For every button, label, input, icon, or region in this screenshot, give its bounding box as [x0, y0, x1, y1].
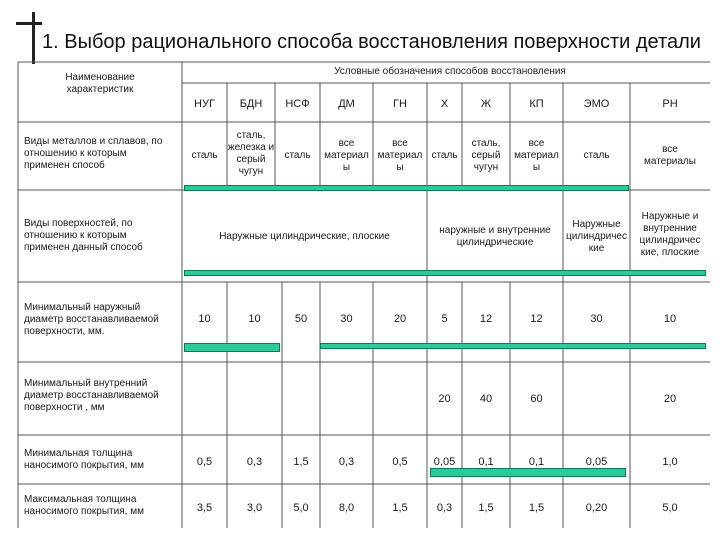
table-cell: все материалы — [644, 144, 696, 167]
table-cell: 60 — [530, 393, 543, 405]
table-cell: 0,5 — [392, 456, 408, 468]
table-cell: 5 — [441, 313, 448, 325]
method-header: ЭМО — [583, 98, 610, 110]
table-cell: 0,3 — [246, 456, 263, 468]
table-cell: все материал ы — [377, 138, 423, 173]
row-label-min-thickness: Минимальная толщина наносимого покрытия, мм — [24, 448, 144, 471]
table-cell: 12 — [530, 313, 543, 325]
highlight-bar — [320, 343, 706, 349]
table-cell: 0,05 — [433, 456, 456, 468]
table-cell: 1,5 — [392, 502, 408, 514]
table-cell: Наружные цилиндричес кие — [565, 219, 627, 254]
table-cell: все материал ы — [514, 138, 559, 173]
row-label-max-thickness: Максимальная толщина наносимого покрытия, мм — [24, 494, 144, 517]
table-cell: 8,0 — [338, 502, 355, 514]
table-cell: сталь, железка и серый чугун — [227, 130, 275, 177]
method-header: КП — [529, 98, 544, 110]
row-label-surfaces: Виды поверхностей, по отношению к которым применен данный способ — [24, 218, 143, 253]
table-cell: сталь — [583, 150, 610, 161]
row-label-metals: Виды металлов и сплавов, по отношению к которым применен способ — [24, 136, 163, 171]
method-header: РН — [662, 98, 678, 110]
method-header: Х — [440, 98, 449, 110]
table-cell: сталь — [191, 150, 218, 161]
table-cell: 10 — [198, 313, 211, 325]
highlight-bar — [184, 343, 280, 352]
table-cell: Наружные и внутренние цилиндричес кие, плоские — [639, 211, 701, 258]
highlight-bar — [184, 185, 629, 191]
method-header: Ж — [480, 98, 492, 110]
table-cell: 10 — [248, 313, 261, 325]
title-decoration-vertical — [32, 12, 35, 64]
table-cell: 30 — [590, 313, 603, 325]
table-cell: сталь — [284, 150, 311, 161]
table-cell: все материал ы — [324, 138, 369, 173]
table-cell: 5,0 — [662, 502, 678, 514]
table-cell: 5,0 — [293, 502, 309, 514]
table-cell: 20 — [663, 393, 677, 405]
table-cell: 10 — [663, 313, 677, 325]
table-cell: 0,1 — [528, 456, 545, 468]
group-header: Условные обозначения способов восстановления — [334, 66, 566, 77]
table-cell: Наружные цилиндрические, плоские — [219, 231, 390, 242]
highlight-bar — [430, 468, 626, 477]
table-cell: сталь — [431, 150, 458, 161]
row-label-min-outer: Минимальный наружный диаметр восстанавливаемой поверхности, мм. — [24, 302, 159, 337]
table-cell: 1,5 — [293, 456, 309, 468]
corner-header: Наименование характеристик — [65, 72, 135, 95]
title-decoration-horizontal — [16, 22, 42, 25]
method-header: НСФ — [285, 98, 310, 110]
table-cell: наружные и внутренние цилиндрические — [439, 225, 551, 248]
method-header: ДМ — [338, 98, 355, 110]
table-cell: 12 — [479, 313, 493, 325]
table-cell: 1,5 — [528, 502, 545, 514]
table-cell: 1,5 — [478, 502, 494, 514]
table-cell: 3,5 — [196, 502, 213, 514]
table-cell: 50 — [294, 313, 308, 325]
method-header: ГН — [393, 98, 407, 110]
table-cell: 3,0 — [246, 502, 263, 514]
highlight-bar — [184, 270, 706, 276]
table-cell: сталь, серый чугун — [471, 138, 501, 173]
table-cell: 20 — [393, 313, 407, 325]
slide-title: 1. Выбор рационального способа восстановления поверхности детали — [42, 31, 701, 53]
method-header: НУГ — [194, 98, 215, 110]
row-label-min-inner: Минимальный внутренний диаметр восстанавливаемой поверхности , мм — [24, 378, 159, 413]
method-header: БДН — [239, 98, 263, 110]
table-cell: 0,1 — [478, 456, 494, 468]
table-cell: 0,20 — [585, 502, 608, 514]
table-cell: 0,3 — [338, 456, 355, 468]
table-cell: 1,0 — [662, 456, 678, 468]
table-cell: 0,3 — [436, 502, 453, 514]
table-cell: 20 — [438, 393, 451, 405]
table-cell: 30 — [340, 313, 353, 325]
table-cell: 0,5 — [196, 456, 213, 468]
table-cell: 0,05 — [585, 456, 608, 468]
table-cell: 40 — [479, 393, 493, 405]
